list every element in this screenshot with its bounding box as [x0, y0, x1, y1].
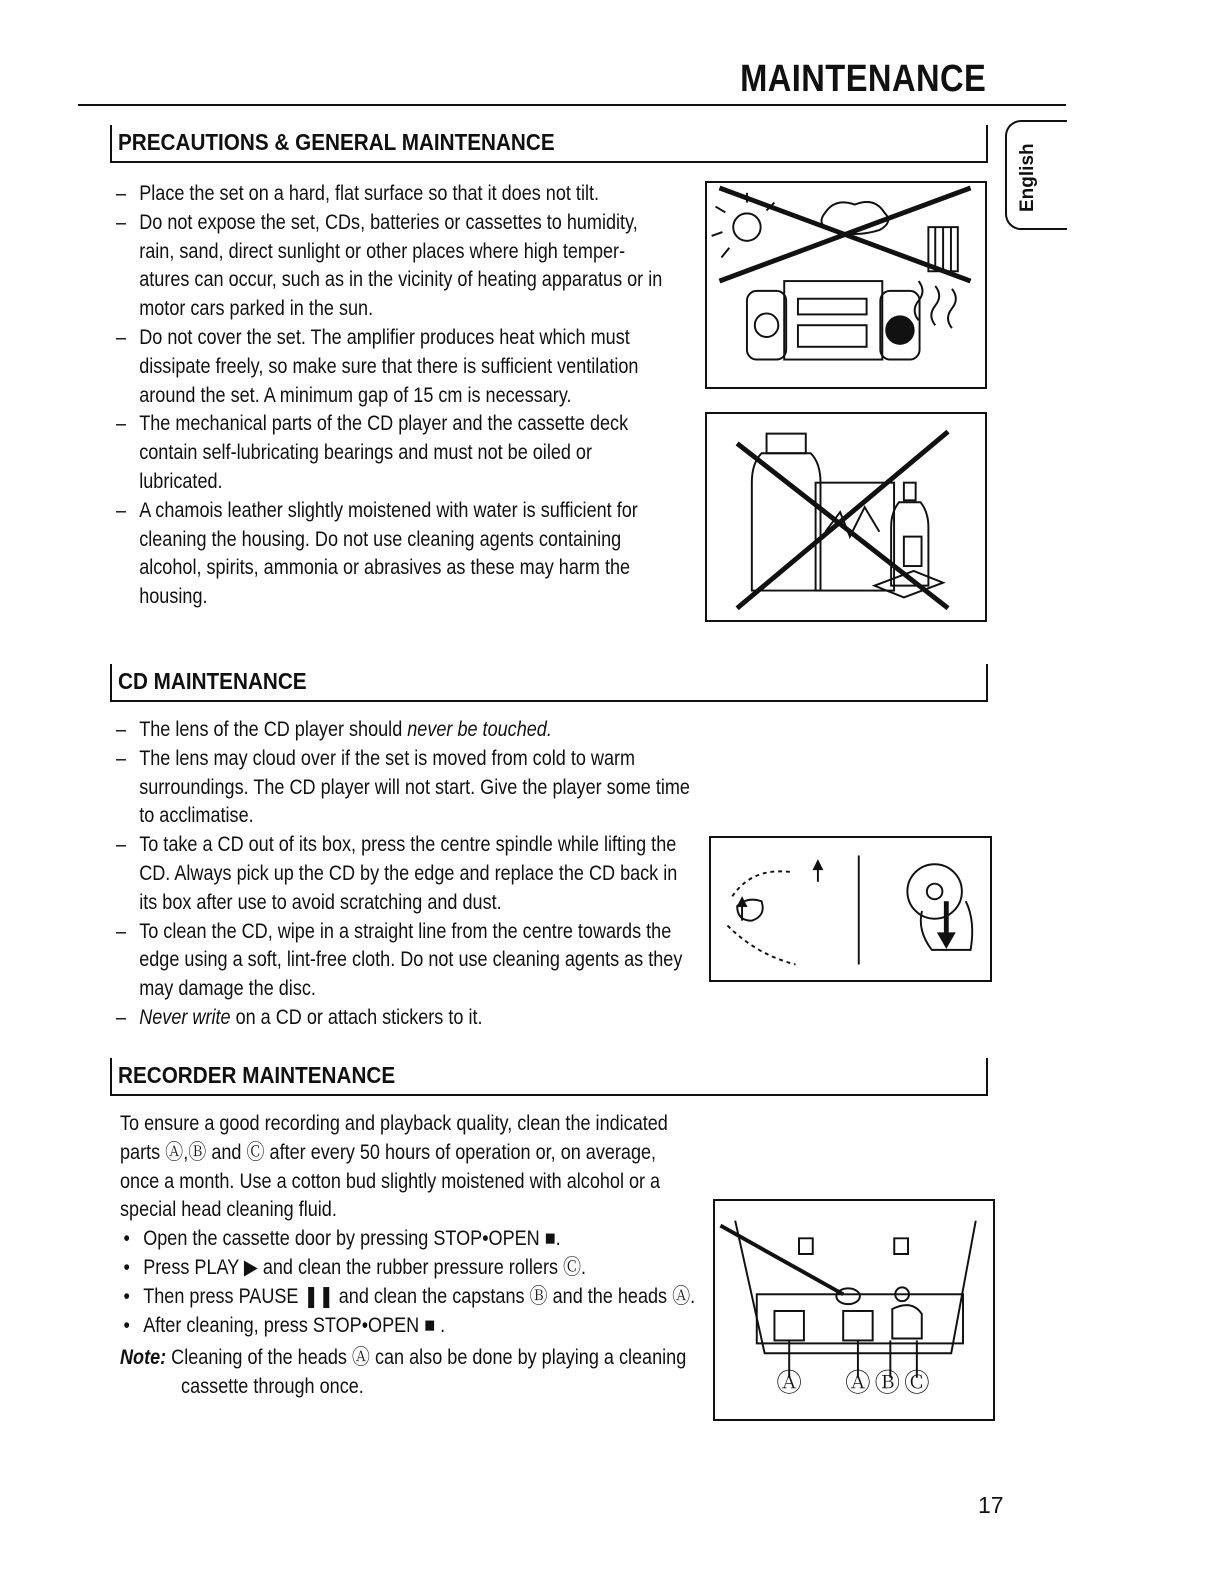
- boombox-heat-icon: [707, 183, 985, 387]
- list-item: – To clean the CD, wipe in a straight line from the centre towards the edge using a soft, lint-free cloth. Do not use cleaning agents as they may damage the disc.: [116, 918, 694, 1004]
- list-item: • Press PLAY ▶ and clean the rubber pressure rollers Ⓒ.: [120, 1254, 696, 1283]
- section-title: PRECAUTIONS & GENERAL MAINTENANCE: [118, 129, 555, 155]
- diagram-label-a2: Ⓐ: [845, 1368, 871, 1399]
- diagram-label-a: Ⓐ: [776, 1368, 802, 1399]
- cleaning-agents-illustration: [705, 412, 987, 622]
- list-item: – The lens may cloud over if the set is moved from cold to warm surroundings. The CD player will not start. Give the player some time to acclimatise.: [116, 745, 694, 831]
- list-item: – To take a CD out of its box, press the centre spindle while lifting the CD. Always pick up the CD by the edge and replace the CD back in its box after use to avoid scratching and dust.: [116, 831, 694, 917]
- section-header-recorder: [110, 1058, 988, 1096]
- diagram-label-c: Ⓒ: [904, 1368, 930, 1399]
- recorder-note: Note: Cleaning of the heads Ⓐ can also be done by playing a cleaning cassette through once.: [120, 1346, 687, 1399]
- section-header-precautions: [110, 125, 988, 163]
- precautions-text: [116, 180, 675, 612]
- list-item: • Then press PAUSE ❚❚ and clean the capstans Ⓑ and the heads Ⓐ.: [120, 1283, 696, 1312]
- diagram-label-b: Ⓑ: [874, 1368, 901, 1399]
- list-item: – Do not cover the set. The amplifier produces heat which must dissipate freely, so make sure that there is sufficient ventilation around the set. A minimum gap of 15 cm is necessary.: [116, 324, 675, 410]
- cd-list: [116, 716, 694, 1033]
- list-item: – The lens of the CD player should never be touched.: [116, 716, 694, 745]
- cd-text: [116, 716, 694, 1033]
- language-tab-label: English: [1017, 143, 1038, 212]
- recorder-steps: [120, 1225, 696, 1340]
- precautions-list: [116, 180, 675, 612]
- recorder-intro: To ensure a good recording and playback quality, clean the indicated parts Ⓐ,Ⓑ and Ⓒ after every 50 hours of operation or, on average, once a month. Use a cotton bud slightly moistened with alcohol or a special head cleaning fluid.: [120, 1112, 668, 1222]
- page-title: MAINTENANCE: [739, 58, 986, 100]
- list-item: – Place the set on a hard, flat surface so that it does not tilt.: [116, 180, 675, 209]
- list-item: – Never write on a CD or attach stickers to it.: [116, 1004, 694, 1033]
- list-item: – A chamois leather slightly moistened with water is sufficient for cleaning the housing. Do not use cleaning agents containing alcohol, spirits, ammonia or abrasives as these may harm the housing.: [116, 497, 675, 612]
- language-tab: [1005, 120, 1067, 230]
- list-item: – Do not expose the set, CDs, batteries or cassettes to humidity, rain, sand, direct sunlight or other places where high temper-atures can occur, such as in the vicinity of heating apparatus or in motor cars parked in the sun.: [116, 209, 675, 324]
- cd-spindle-icon: [711, 838, 990, 980]
- cd-handling-illustration: [709, 836, 992, 982]
- list-item: • After cleaning, press STOP•OPEN ■ .: [120, 1312, 696, 1341]
- section-header-cd: [110, 664, 988, 702]
- section-title: RECORDER MAINTENANCE: [118, 1062, 396, 1088]
- page-number: 17: [978, 1492, 1004, 1518]
- title-rule: [78, 104, 1066, 106]
- cassette-deck-icon: [715, 1201, 993, 1419]
- section-title: CD MAINTENANCE: [118, 668, 307, 694]
- cleaning-bottles-icon: [707, 414, 985, 620]
- heat-warning-illustration: [705, 181, 987, 389]
- list-item: – The mechanical parts of the CD player and the cassette deck contain self-lubricating bearings and must not be oiled or lubricated.: [116, 410, 675, 496]
- cassette-deck-illustration: [713, 1199, 995, 1421]
- recorder-text: [120, 1110, 696, 1402]
- list-item: • Open the cassette door by pressing STOP•OPEN ■.: [120, 1225, 696, 1254]
